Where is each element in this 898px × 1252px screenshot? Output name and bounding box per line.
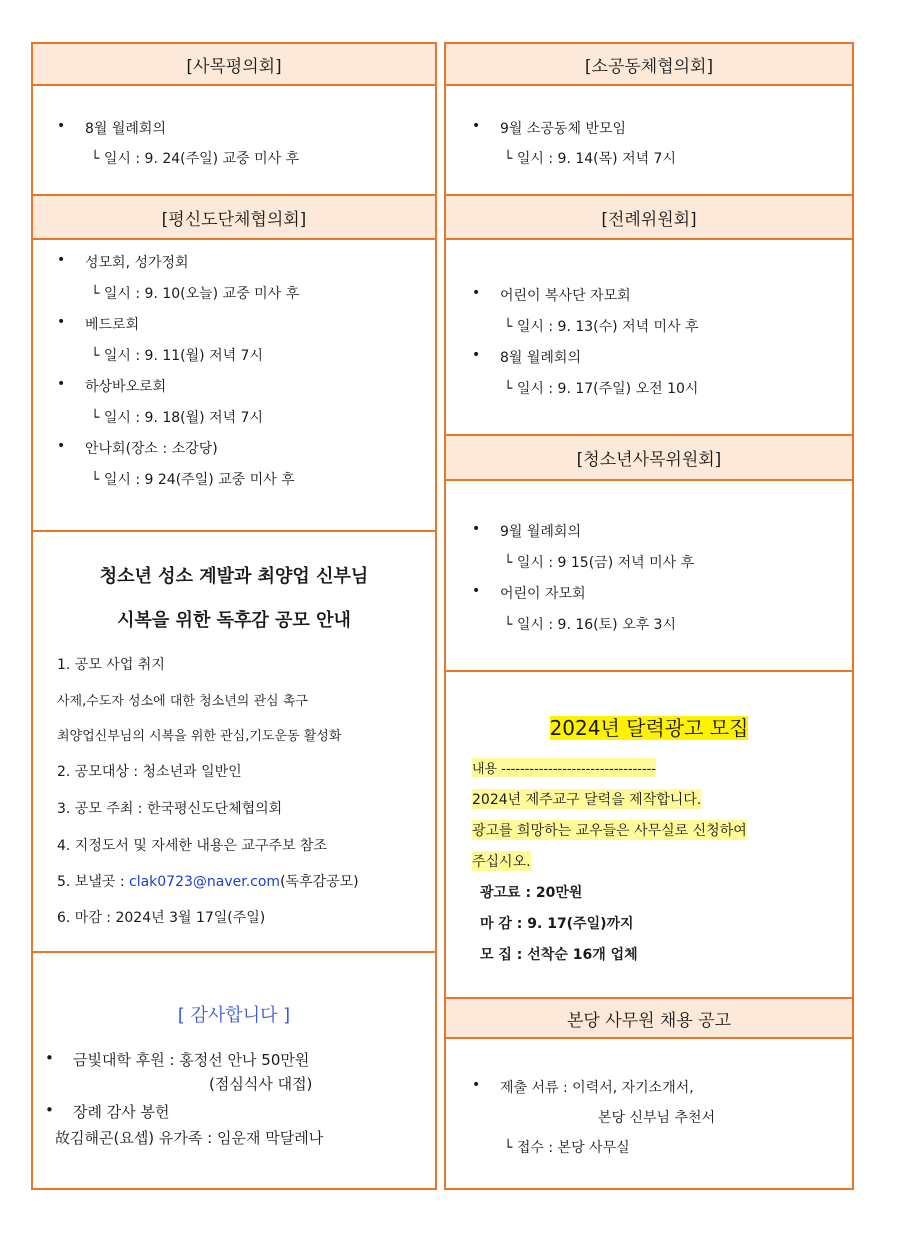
calendar-ad-title bbox=[446, 712, 852, 741]
calendar-recruit: 모 집 : 선착순 16개 업체 bbox=[480, 947, 638, 963]
pyeongsin-header bbox=[33, 194, 435, 240]
list-item: 하상바오로회 bbox=[85, 379, 167, 395]
calendar-body: 광고를 희망하는 교우들은 사무실로 신청하여 bbox=[472, 820, 747, 840]
list-item-detail: └ 일시 : 9. 17(주일) 오전 10시 bbox=[504, 381, 699, 397]
samok-title: [사목평의회] bbox=[186, 56, 282, 77]
contest-line: 1. 공모 사업 취지 bbox=[57, 657, 165, 673]
calendar-body: 2024년 제주교구 달력을 제작합니다. bbox=[472, 789, 701, 809]
contest-line: 2. 공모대상 : 청소년과 일반인 bbox=[57, 764, 242, 780]
pyeongsin-title: [평신도단체협의회] bbox=[161, 209, 307, 230]
list-item: 9월 소공동체 반모임 bbox=[500, 121, 626, 137]
list-item-detail: └ 일시 : 9 24(주일) 교중 미사 후 bbox=[91, 472, 295, 488]
sogong-header bbox=[446, 44, 852, 86]
youth-title: [청소년사목위원회] bbox=[576, 450, 722, 470]
contest-send bbox=[57, 871, 359, 891]
contest-line: 3. 공모 주최 : 한국평신도단체협의회 bbox=[57, 801, 283, 817]
hiring-header bbox=[446, 997, 852, 1039]
sogong-title: [소공동체협의회] bbox=[584, 56, 714, 77]
thanks-item-sub: 故김해곤(요셉) 유가족 : 임운재 막달레나 bbox=[55, 1129, 324, 1147]
send-suffix: (독후감공모) bbox=[280, 874, 359, 890]
thanks-item: 금빛대학 후원 : 홍정선 안나 50만원 bbox=[73, 1051, 310, 1069]
bullet-dot: • bbox=[45, 1101, 54, 1119]
list-item: 9월 월례회의 bbox=[500, 524, 581, 540]
list-item: 8월 월례회의 bbox=[85, 121, 166, 137]
bullet-dot: • bbox=[57, 438, 66, 454]
calendar-body: 주십시오. bbox=[472, 851, 531, 871]
send-email-link[interactable]: clak0723@naver.com bbox=[129, 874, 281, 890]
list-item-detail: └ 일시 : 9. 16(토) 오후 3시 bbox=[504, 617, 676, 633]
contest-section bbox=[33, 530, 435, 951]
samok-header bbox=[33, 44, 435, 86]
bullet-dot: • bbox=[472, 347, 481, 363]
contest-deadline: 6. 마감 : 2024년 3월 17일(주일) bbox=[57, 910, 266, 926]
list-item: 8월 월례회의 bbox=[500, 350, 581, 366]
list-item-detail: └ 일시 : 9. 13(수) 저녁 미사 후 bbox=[504, 319, 699, 335]
list-item-detail: └ 일시 : 9. 18(월) 저녁 7시 bbox=[91, 410, 263, 426]
jeollye-header bbox=[446, 194, 852, 240]
list-item: 어린이 자모회 bbox=[500, 586, 586, 602]
hiring-documents-cont: 본당 신부님 추천서 bbox=[598, 1110, 716, 1126]
list-item-detail: └ 일시 : 9. 14(목) 저녁 7시 bbox=[504, 151, 676, 167]
list-item: 안나회(장소 : 소강당) bbox=[85, 441, 218, 457]
contest-title-line1: 청소년 성소 계발과 최양업 신부님 bbox=[99, 566, 369, 587]
bullet-dot: • bbox=[57, 252, 66, 268]
hiring-section bbox=[446, 1039, 852, 1188]
send-label: 5. 보낼곳 : bbox=[57, 874, 129, 890]
list-item-detail: └ 일시 : 9. 11(월) 저녁 7시 bbox=[91, 348, 263, 364]
list-item: 성모회, 성가정회 bbox=[85, 255, 189, 271]
calendar-deadline: 마 감 : 9. 17(주일)까지 bbox=[480, 916, 634, 932]
jeollye-section bbox=[446, 240, 852, 434]
samok-section bbox=[33, 86, 435, 194]
calendar-ad-section bbox=[446, 670, 852, 997]
bullet-dot: • bbox=[472, 1077, 481, 1093]
contest-line: 사제,수도자 성소에 대한 청소년의 관심 촉구 bbox=[57, 694, 308, 709]
contest-title-line2: 시복을 위한 독후감 공모 안내 bbox=[117, 610, 351, 631]
thanks-item: 장례 감사 봉헌 bbox=[73, 1103, 170, 1121]
bullet-dot: • bbox=[472, 285, 481, 301]
hiring-title: 본당 사무원 채용 공고 bbox=[566, 1010, 731, 1031]
bullet-dot: • bbox=[57, 314, 66, 330]
thanks-section bbox=[33, 951, 435, 1188]
list-item: 어린이 복사단 자모회 bbox=[500, 288, 631, 304]
contest-line: 최양업신부님의 시복을 위한 관심,기도운동 활성화 bbox=[57, 729, 342, 744]
youth-section bbox=[446, 481, 852, 670]
sogong-section bbox=[446, 86, 852, 194]
calendar-content-label: 내용 --------------------------------- bbox=[472, 758, 656, 777]
right-column bbox=[444, 42, 854, 1190]
bullet-dot: • bbox=[57, 376, 66, 392]
bullet-dot: • bbox=[472, 583, 481, 599]
youth-header bbox=[446, 434, 852, 481]
list-item-detail: └ 일시 : 9 15(금) 저녁 미사 후 bbox=[504, 555, 695, 571]
bullet-dot: • bbox=[472, 118, 481, 134]
hiring-receipt: └ 접수 : 본당 사무실 bbox=[504, 1140, 630, 1156]
list-item-detail: └ 일시 : 9. 10(오늘) 교중 미사 후 bbox=[91, 286, 300, 302]
pyeongsin-section bbox=[33, 240, 435, 530]
list-item: 베드로회 bbox=[85, 317, 140, 333]
thanks-title: [ 감사합니다 ] bbox=[177, 1005, 291, 1026]
calendar-ad-title-text: 2024년 달력광고 모집 bbox=[549, 716, 749, 740]
hiring-documents: 제출 서류 : 이력서, 자기소개서, bbox=[500, 1080, 694, 1096]
list-item-detail: └ 일시 : 9. 24(주일) 교중 미사 후 bbox=[91, 151, 300, 167]
bullet-dot: • bbox=[57, 118, 66, 134]
bullet-dot: • bbox=[45, 1049, 54, 1067]
contest-line: 4. 지정도서 및 자세한 내용은 교구주보 참조 bbox=[57, 838, 327, 854]
calendar-fee: 광고료 : 20만원 bbox=[480, 885, 583, 901]
left-column bbox=[31, 42, 437, 1190]
bullet-dot: • bbox=[472, 521, 481, 537]
thanks-item-sub: (점심식사 대접) bbox=[209, 1075, 313, 1093]
jeollye-title: [전례위원회] bbox=[601, 209, 697, 230]
